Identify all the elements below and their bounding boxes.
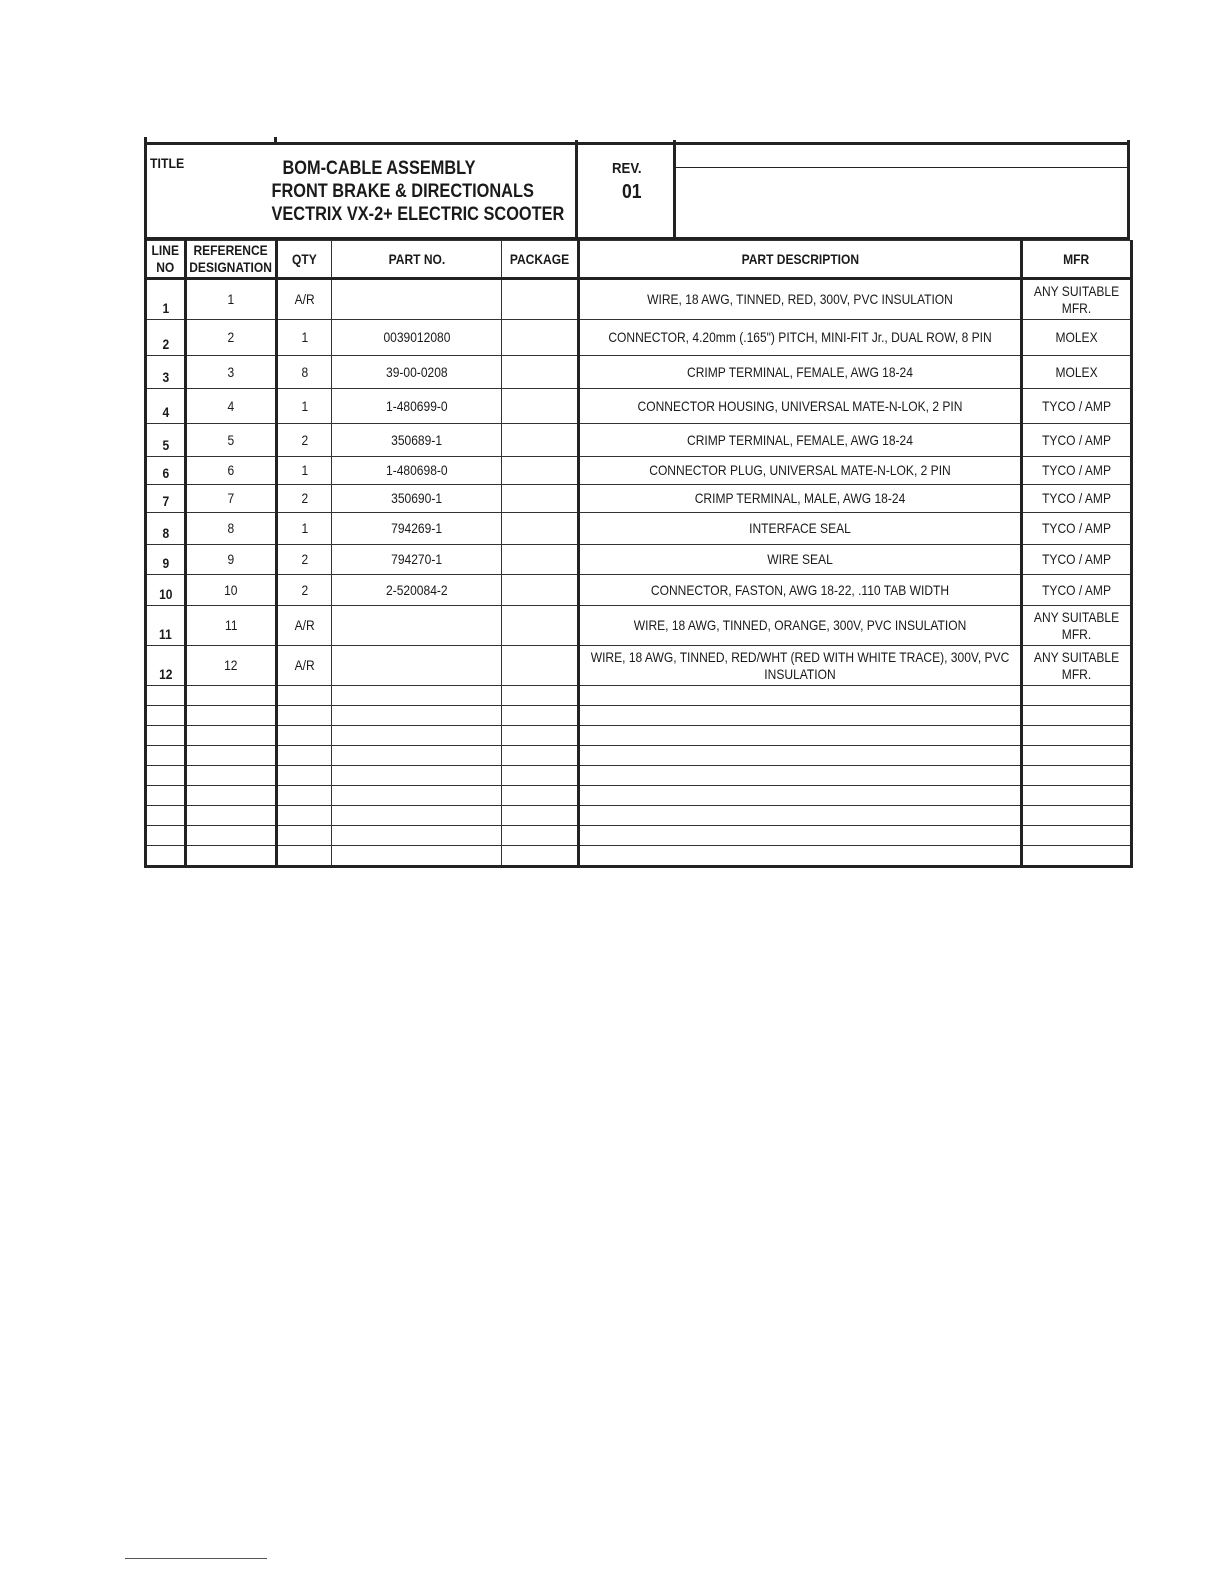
reference-cell xyxy=(186,746,277,766)
line-no-cell: 11 xyxy=(146,606,186,646)
qty-cell: A/R xyxy=(277,646,332,686)
line-no-cell: 12 xyxy=(146,646,186,686)
package-cell xyxy=(502,356,579,389)
package-cell xyxy=(502,320,579,356)
description-cell xyxy=(579,726,1022,746)
table-row xyxy=(146,389,1132,424)
description-cell xyxy=(579,706,1022,726)
description-cell: WIRE, 18 AWG, TINNED, RED/WHT (RED WITH WHITE TRACE), 300V, PVC INSULATION xyxy=(579,646,1022,686)
title-label: TITLE xyxy=(150,155,185,171)
reference-cell: 10 xyxy=(186,575,277,606)
qty-cell xyxy=(277,806,332,826)
reference-cell xyxy=(186,726,277,746)
part-no-cell xyxy=(332,846,502,867)
table-row xyxy=(146,606,1132,646)
mfr-cell xyxy=(1022,726,1132,746)
qty-cell: 2 xyxy=(277,485,332,513)
part-no-cell: 350689-1 xyxy=(332,424,502,457)
package-cell xyxy=(502,826,579,846)
reference-cell xyxy=(186,706,277,726)
reference-cell: 6 xyxy=(186,457,277,485)
description-cell xyxy=(579,826,1022,846)
reference-cell: 5 xyxy=(186,424,277,457)
reference-cell: 8 xyxy=(186,513,277,545)
reference-cell: 9 xyxy=(186,545,277,575)
table-row xyxy=(146,320,1132,356)
header-divider xyxy=(575,140,578,240)
table-row xyxy=(146,279,1132,320)
col-header-line-no: LINE NO xyxy=(146,241,186,279)
mfr-cell xyxy=(1022,746,1132,766)
col-header-description: PART DESCRIPTION xyxy=(579,241,1022,279)
mfr-cell xyxy=(1022,846,1132,867)
title-line: VECTRIX VX-2+ ELECTRIC SCOOTER xyxy=(271,204,565,225)
qty-cell: 2 xyxy=(277,545,332,575)
mfr-cell: ANY SUITABLE MFR. xyxy=(1022,606,1132,646)
package-cell xyxy=(502,424,579,457)
reference-cell xyxy=(186,686,277,706)
qty-cell xyxy=(277,706,332,726)
empty-table-row xyxy=(146,826,1132,846)
reference-cell: 1 xyxy=(186,279,277,320)
part-no-cell: 1-480699-0 xyxy=(332,389,502,424)
description-cell: CRIMP TERMINAL, FEMALE, AWG 18-24 xyxy=(579,424,1022,457)
description-cell: CRIMP TERMINAL, MALE, AWG 18-24 xyxy=(579,485,1022,513)
part-no-cell xyxy=(332,806,502,826)
description-cell xyxy=(579,786,1022,806)
package-cell xyxy=(502,846,579,867)
empty-table-row xyxy=(146,806,1132,826)
reference-cell xyxy=(186,806,277,826)
footnote-rule xyxy=(125,1558,267,1559)
package-cell xyxy=(502,646,579,686)
package-cell xyxy=(502,706,579,726)
col-header-mfr: MFR xyxy=(1022,241,1132,279)
mfr-cell: ANY SUITABLE MFR. xyxy=(1022,646,1132,686)
qty-cell: 2 xyxy=(277,575,332,606)
package-cell xyxy=(502,457,579,485)
reference-cell: 2 xyxy=(186,320,277,356)
description-cell xyxy=(579,766,1022,786)
line-no-cell xyxy=(146,786,186,806)
reference-cell: 4 xyxy=(186,389,277,424)
revision-box-line xyxy=(676,167,1130,168)
part-no-cell xyxy=(332,726,502,746)
table-row xyxy=(146,457,1132,485)
description-cell xyxy=(579,746,1022,766)
package-cell xyxy=(502,389,579,424)
package-cell xyxy=(502,545,579,575)
description-cell: CONNECTOR HOUSING, UNIVERSAL MATE-N-LOK, 2 PIN xyxy=(579,389,1022,424)
empty-table-row xyxy=(146,686,1132,706)
part-no-cell: 350690-1 xyxy=(332,485,502,513)
line-no-cell xyxy=(146,686,186,706)
title-block xyxy=(144,142,1130,240)
mfr-cell: ANY SUITABLE MFR. xyxy=(1022,279,1132,320)
description-cell: CRIMP TERMINAL, FEMALE, AWG 18-24 xyxy=(579,356,1022,389)
col-header-part-no: PART NO. xyxy=(332,241,502,279)
part-no-cell: 1-480698-0 xyxy=(332,457,502,485)
reference-cell xyxy=(186,786,277,806)
line-no-cell: 5 xyxy=(146,424,186,457)
col-header-qty: QTY xyxy=(277,241,332,279)
rev-label: REV. xyxy=(612,160,642,177)
mfr-cell: TYCO / AMP xyxy=(1022,485,1132,513)
table-header-row xyxy=(146,241,1132,279)
qty-cell: 1 xyxy=(277,320,332,356)
part-no-cell xyxy=(332,686,502,706)
mfr-cell: MOLEX xyxy=(1022,356,1132,389)
line-no-cell: 2 xyxy=(146,320,186,356)
qty-cell: A/R xyxy=(277,279,332,320)
reference-cell: 12 xyxy=(186,646,277,686)
package-cell xyxy=(502,279,579,320)
line-no-cell: 8 xyxy=(146,513,186,545)
part-no-cell xyxy=(332,746,502,766)
qty-cell xyxy=(277,846,332,867)
qty-cell xyxy=(277,686,332,706)
mfr-cell xyxy=(1022,686,1132,706)
qty-cell xyxy=(277,746,332,766)
package-cell xyxy=(502,606,579,646)
part-no-cell xyxy=(332,706,502,726)
description-cell: WIRE, 18 AWG, TINNED, ORANGE, 300V, PVC INSULATION xyxy=(579,606,1022,646)
mfr-cell: TYCO / AMP xyxy=(1022,457,1132,485)
part-no-cell: 39-00-0208 xyxy=(332,356,502,389)
header-divider xyxy=(673,140,676,240)
part-no-cell xyxy=(332,826,502,846)
line-no-cell: 1 xyxy=(146,279,186,320)
line-no-cell xyxy=(146,826,186,846)
package-cell xyxy=(502,806,579,826)
package-cell xyxy=(502,485,579,513)
col-header-reference: REFERENCE DESIGNATION xyxy=(186,241,277,279)
empty-table-row xyxy=(146,746,1132,766)
mfr-cell xyxy=(1022,706,1132,726)
title-line: FRONT BRAKE & DIRECTIONALS xyxy=(271,181,534,202)
part-no-cell: 794269-1 xyxy=(332,513,502,545)
reference-cell xyxy=(186,766,277,786)
line-no-cell: 7 xyxy=(146,485,186,513)
part-no-cell xyxy=(332,606,502,646)
qty-cell xyxy=(277,726,332,746)
col-header-package: PACKAGE xyxy=(502,241,579,279)
title-line: BOM-CABLE ASSEMBLY xyxy=(282,158,476,179)
qty-cell: 2 xyxy=(277,424,332,457)
rev-value: 01 xyxy=(622,181,642,203)
table-row xyxy=(146,424,1132,457)
line-no-cell xyxy=(146,726,186,746)
package-cell xyxy=(502,746,579,766)
description-cell: CONNECTOR, 4.20mm (.165") PITCH, MINI-FIT Jr., DUAL ROW, 8 PIN xyxy=(579,320,1022,356)
line-no-cell: 10 xyxy=(146,575,186,606)
line-no-cell: 9 xyxy=(146,545,186,575)
line-no-cell: 4 xyxy=(146,389,186,424)
mfr-cell xyxy=(1022,806,1132,826)
description-cell: CONNECTOR PLUG, UNIVERSAL MATE-N-LOK, 2 PIN xyxy=(579,457,1022,485)
part-no-cell xyxy=(332,646,502,686)
package-cell xyxy=(502,575,579,606)
part-no-cell: 2-520084-2 xyxy=(332,575,502,606)
package-cell xyxy=(502,786,579,806)
part-no-cell xyxy=(332,279,502,320)
qty-cell: 8 xyxy=(277,356,332,389)
line-no-cell xyxy=(146,846,186,867)
part-no-cell: 794270-1 xyxy=(332,545,502,575)
empty-table-row xyxy=(146,706,1132,726)
header-divider xyxy=(1127,140,1130,240)
empty-table-row xyxy=(146,786,1132,806)
mfr-cell: TYCO / AMP xyxy=(1022,575,1132,606)
table-row xyxy=(146,545,1132,575)
document-title xyxy=(271,157,565,226)
description-cell xyxy=(579,806,1022,826)
mfr-cell: MOLEX xyxy=(1022,320,1132,356)
bom-sheet xyxy=(144,142,1130,868)
package-cell xyxy=(502,766,579,786)
table-row xyxy=(146,356,1132,389)
line-no-cell xyxy=(146,746,186,766)
reference-cell: 11 xyxy=(186,606,277,646)
line-no-cell xyxy=(146,706,186,726)
reference-cell: 3 xyxy=(186,356,277,389)
header-tick xyxy=(274,137,277,143)
reference-cell xyxy=(186,826,277,846)
qty-cell xyxy=(277,826,332,846)
mfr-cell: TYCO / AMP xyxy=(1022,424,1132,457)
package-cell xyxy=(502,686,579,706)
table-row xyxy=(146,646,1132,686)
line-no-cell xyxy=(146,806,186,826)
qty-cell: 1 xyxy=(277,457,332,485)
line-no-cell: 6 xyxy=(146,457,186,485)
package-cell xyxy=(502,726,579,746)
qty-cell: A/R xyxy=(277,606,332,646)
mfr-cell: TYCO / AMP xyxy=(1022,545,1132,575)
line-no-cell: 3 xyxy=(146,356,186,389)
reference-cell xyxy=(186,846,277,867)
description-cell: CONNECTOR, FASTON, AWG 18-22, .110 TAB WIDTH xyxy=(579,575,1022,606)
part-no-cell xyxy=(332,766,502,786)
package-cell xyxy=(502,513,579,545)
qty-cell: 1 xyxy=(277,389,332,424)
part-no-cell: 0039012080 xyxy=(332,320,502,356)
qty-cell xyxy=(277,786,332,806)
description-cell: WIRE, 18 AWG, TINNED, RED, 300V, PVC INSULATION xyxy=(579,279,1022,320)
mfr-cell xyxy=(1022,786,1132,806)
empty-table-row xyxy=(146,766,1132,786)
table-row xyxy=(146,575,1132,606)
description-cell xyxy=(579,846,1022,867)
qty-cell xyxy=(277,766,332,786)
description-cell: WIRE SEAL xyxy=(579,545,1022,575)
reference-cell: 7 xyxy=(186,485,277,513)
description-cell: INTERFACE SEAL xyxy=(579,513,1022,545)
empty-table-row xyxy=(146,846,1132,867)
mfr-cell: TYCO / AMP xyxy=(1022,513,1132,545)
description-cell xyxy=(579,686,1022,706)
line-no-cell xyxy=(146,766,186,786)
empty-table-row xyxy=(146,726,1132,746)
mfr-cell: TYCO / AMP xyxy=(1022,389,1132,424)
qty-cell: 1 xyxy=(277,513,332,545)
mfr-cell xyxy=(1022,766,1132,786)
bom-table xyxy=(144,240,1133,868)
table-row xyxy=(146,485,1132,513)
header-divider xyxy=(144,140,147,240)
mfr-cell xyxy=(1022,826,1132,846)
table-row xyxy=(146,513,1132,545)
part-no-cell xyxy=(332,786,502,806)
